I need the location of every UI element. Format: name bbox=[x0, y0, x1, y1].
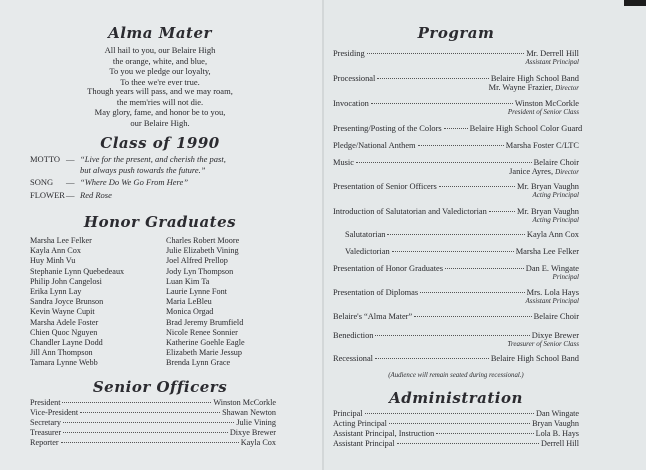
dot-leader bbox=[414, 316, 531, 317]
dot-leader bbox=[80, 412, 220, 413]
program-item-value: Marsha Foster C/LTC bbox=[505, 141, 579, 150]
admin-name: Dan Wingate bbox=[536, 409, 579, 418]
list-item: Elizabeth Marie Jessup bbox=[166, 348, 242, 358]
program-item-title: President of Senior Class bbox=[507, 108, 579, 116]
program-item-value: Belaire High School Band bbox=[490, 74, 579, 83]
program-item-value: Belaire High School Color Guard bbox=[469, 124, 583, 133]
dot-leader bbox=[420, 292, 525, 293]
program-item-value: Marsha Lee Felker bbox=[515, 247, 579, 256]
program-item-title: Acting Principal bbox=[532, 216, 579, 224]
dot-leader bbox=[389, 423, 530, 424]
program-item-title: Acting Principal bbox=[532, 191, 579, 199]
program-item-label: Presiding bbox=[333, 49, 365, 58]
program-item-value: Winston McCorkle bbox=[514, 99, 579, 108]
dot-leader bbox=[365, 413, 534, 414]
verse-line: All hail to you, our Belaire High bbox=[104, 45, 216, 55]
dot-leader bbox=[377, 78, 489, 79]
administration-title: Administration bbox=[389, 389, 523, 407]
song-label: SONG bbox=[30, 177, 54, 187]
list-item: Stephanie Lynn Quebedeaux bbox=[30, 266, 125, 276]
program-item-title: Assistant Principal bbox=[525, 58, 579, 66]
list-item: Huy Minh Vu bbox=[30, 256, 76, 266]
administration-row bbox=[333, 429, 579, 438]
list-item: Luan Kim Ta bbox=[166, 276, 210, 286]
program-item-label: Presentation of Senior Officers bbox=[333, 182, 437, 191]
officer-role: President bbox=[30, 398, 61, 407]
verse-line: May glory, fame, and honor be to you, bbox=[94, 107, 226, 118]
list-item: Maria LeBleu bbox=[166, 297, 212, 307]
flower-label: FLOWER bbox=[30, 190, 65, 200]
officer-role: Reporter bbox=[30, 438, 59, 447]
program-item-label: Processional bbox=[333, 74, 376, 83]
verse-line: our Belaire High. bbox=[130, 117, 190, 128]
honor-graduates-col-1 bbox=[30, 236, 124, 369]
program-item-label: Valedictorian bbox=[345, 247, 390, 256]
program-title: Program bbox=[417, 24, 495, 42]
program-item-recessional bbox=[333, 354, 579, 363]
program-item-value: Dixye Brewer bbox=[531, 331, 579, 340]
verse-line: the mem'ries will not die. bbox=[116, 96, 204, 107]
admin-role: Acting Principal bbox=[333, 419, 387, 428]
list-item: Sandra Joyce Brunson bbox=[30, 297, 104, 307]
admin-name: Bryan Vaughn bbox=[532, 419, 579, 428]
list-item: Tamara Lynne Webb bbox=[30, 358, 98, 368]
officer-role: Vice-President bbox=[30, 408, 79, 417]
program-item-label: Benediction bbox=[333, 331, 374, 340]
alma-mater-verse-2 bbox=[60, 86, 260, 128]
officer-row bbox=[30, 408, 276, 417]
flower-row bbox=[30, 190, 112, 201]
motto-label: MOTTO bbox=[30, 154, 61, 164]
list-item: Marsha Adele Foster bbox=[30, 317, 99, 327]
program-item-processional bbox=[333, 74, 579, 93]
dot-leader bbox=[367, 53, 525, 54]
program-item-value: Dan E. Wingate bbox=[525, 264, 579, 273]
list-item: Brad Jeremy Brumfield bbox=[166, 317, 244, 327]
program-item-label: Presentation of Diplomas bbox=[333, 288, 419, 297]
program-item-value: Belaire Choir bbox=[533, 158, 579, 167]
motto-line-2: but always push towards the future.” bbox=[80, 164, 206, 175]
admin-name: Lola B. Hays bbox=[535, 429, 579, 438]
program-item-value: Kayla Ann Cox bbox=[526, 230, 579, 239]
program-item-invocation bbox=[333, 99, 579, 117]
alma-mater-verse-1 bbox=[60, 45, 260, 87]
dot-leader bbox=[61, 442, 239, 443]
dot-leader bbox=[489, 211, 515, 212]
program-item-title: Principal bbox=[552, 273, 579, 281]
verse-line: To thee we're ever true. bbox=[120, 76, 200, 87]
program-item-senior-officers bbox=[333, 182, 579, 200]
officer-role: Secretary bbox=[30, 418, 61, 427]
program-item-extra bbox=[333, 167, 579, 177]
flower-dash: — bbox=[66, 190, 75, 200]
list-item: Kevin Wayne Cupit bbox=[30, 307, 95, 317]
program-item-presiding bbox=[333, 49, 579, 67]
verse-line: To you we pledge our loyalty, bbox=[109, 66, 211, 77]
officer-name: Shawan Newton bbox=[222, 408, 276, 417]
officer-row bbox=[30, 428, 276, 437]
dot-leader bbox=[392, 251, 514, 252]
program-item-label: Belaire's “Alma Mater” bbox=[333, 312, 413, 321]
admin-name: Derrell Hill bbox=[541, 439, 579, 448]
officer-row bbox=[30, 438, 276, 447]
dot-leader bbox=[418, 145, 504, 146]
program-item-introduction bbox=[333, 207, 579, 225]
list-item: Charles Robert Moore bbox=[166, 236, 240, 245]
list-item: Chien Quoc Nguyen bbox=[30, 327, 98, 337]
program-item-salutatorian bbox=[345, 230, 579, 239]
program-item-music bbox=[333, 158, 579, 177]
officer-name: Julie Vining bbox=[236, 418, 276, 427]
director-title: Director bbox=[555, 84, 579, 92]
motto-row bbox=[30, 154, 226, 175]
officer-row bbox=[30, 418, 276, 427]
program-item-diplomas bbox=[333, 288, 579, 306]
program-item-pledge bbox=[333, 141, 579, 150]
song-row bbox=[30, 177, 188, 188]
program-item-colors bbox=[333, 124, 583, 133]
dot-leader bbox=[63, 422, 234, 423]
list-item: Nicole Renee Sonnier bbox=[166, 327, 238, 337]
list-item: Laurie Lynne Font bbox=[166, 287, 227, 297]
program-item-value: Mr. Derrell Hill bbox=[526, 49, 579, 58]
dot-leader bbox=[63, 432, 228, 433]
dot-leader bbox=[397, 443, 539, 444]
page-fold bbox=[322, 0, 324, 470]
list-item: Jill Ann Thompson bbox=[30, 348, 93, 358]
director-title: Director bbox=[555, 168, 579, 176]
dot-leader bbox=[371, 103, 513, 104]
list-item: Chandler Layne Dodd bbox=[30, 338, 103, 348]
program-item-label: Presenting/Posting of the Colors bbox=[333, 124, 442, 133]
director-name: Mr. Wayne Frazier, bbox=[488, 83, 554, 92]
administration-row bbox=[333, 439, 579, 448]
motto-value bbox=[80, 154, 226, 175]
senior-officers-title: Senior Officers bbox=[92, 378, 228, 396]
list-item: Katherine Goehle Eagle bbox=[166, 338, 245, 348]
list-item: Monica Orgad bbox=[166, 307, 214, 317]
admin-role: Assistant Principal, Instruction bbox=[333, 429, 435, 438]
administration-row bbox=[333, 409, 579, 418]
officer-name: Kayla Cox bbox=[240, 438, 276, 447]
program-item-label: Recessional bbox=[333, 354, 374, 363]
program-item-value: Mrs. Lola Hays bbox=[526, 288, 579, 297]
list-item: Erika Lynn Lay bbox=[30, 287, 82, 297]
dot-leader bbox=[62, 402, 211, 403]
motto-line-1: “Live for the present, and cherish the past, bbox=[80, 154, 226, 164]
dot-leader bbox=[436, 433, 533, 434]
list-item: Kayla Ann Cox bbox=[30, 246, 81, 256]
audience-note: (Audience will remain seated during recessional.) bbox=[388, 372, 524, 379]
list-item: Joel Alfred Prellop bbox=[166, 256, 228, 266]
dot-leader bbox=[445, 268, 524, 269]
dot-leader bbox=[444, 128, 468, 129]
officer-row bbox=[30, 398, 276, 407]
dot-leader bbox=[387, 234, 524, 235]
program-item-label: Presentation of Honor Graduates bbox=[333, 264, 444, 273]
list-item: Philip John Cangelosi bbox=[30, 276, 102, 286]
officer-name: Dixye Brewer bbox=[229, 428, 276, 437]
program-item-honor-graduates bbox=[333, 264, 579, 282]
program-item-valedictorian bbox=[345, 247, 579, 256]
dot-leader bbox=[375, 358, 489, 359]
honor-graduates-title: Honor Graduates bbox=[83, 213, 237, 231]
program-item-value: Mr. Bryan Vaughn bbox=[517, 207, 579, 216]
list-item: Jody Lyn Thompson bbox=[166, 266, 234, 276]
scan-corner-mark bbox=[624, 0, 646, 6]
program-item-label: Salutatorian bbox=[345, 230, 386, 239]
program-item-value: Belaire High School Band bbox=[490, 354, 579, 363]
program-item-value: Belaire Choir bbox=[533, 312, 579, 321]
admin-role: Assistant Principal bbox=[333, 439, 395, 448]
officer-role: Treasurer bbox=[30, 428, 62, 437]
director-name: Janice Ayres, bbox=[509, 167, 554, 176]
class-of-title: Class of 1990 bbox=[100, 134, 220, 152]
dot-leader bbox=[356, 162, 532, 163]
administration-row bbox=[333, 419, 579, 428]
program-item-title: Assistant Principal bbox=[525, 297, 579, 305]
list-item: Brenda Lynn Grace bbox=[166, 358, 231, 368]
list-item: Julie Elizabeth Vining bbox=[166, 246, 239, 256]
program-item-benediction bbox=[333, 331, 579, 349]
program-item-label: Pledge/National Anthem bbox=[333, 141, 416, 150]
verse-line: Though years will pass, and we may roam, bbox=[87, 86, 233, 96]
alma-mater-title: Alma Mater bbox=[108, 24, 212, 42]
program-item-label: Music bbox=[333, 158, 354, 167]
officer-name: Winston McCorkle bbox=[213, 398, 276, 407]
list-item: Marsha Lee Felker bbox=[30, 236, 92, 245]
program-item-label: Introduction of Salutatorian and Valedictorian bbox=[333, 207, 487, 216]
honor-graduates-col-2 bbox=[166, 236, 245, 369]
song-value: “Where Do We Go From Here” bbox=[80, 177, 189, 187]
flower-value: Red Rose bbox=[80, 190, 112, 200]
program-item-label: Invocation bbox=[333, 99, 369, 108]
dot-leader bbox=[375, 335, 529, 336]
verse-line: the orange, white, and blue, bbox=[112, 55, 208, 66]
program-item-alma-mater bbox=[333, 312, 579, 321]
admin-role: Principal bbox=[333, 409, 363, 418]
program-item-value: Mr. Bryan Vaughn bbox=[517, 182, 579, 191]
dot-leader bbox=[439, 186, 515, 187]
song-dash: — bbox=[66, 177, 75, 187]
program-item-extra bbox=[333, 83, 579, 93]
program-item-title: Treasurer of Senior Class bbox=[507, 340, 579, 348]
motto-dash: — bbox=[66, 154, 75, 164]
